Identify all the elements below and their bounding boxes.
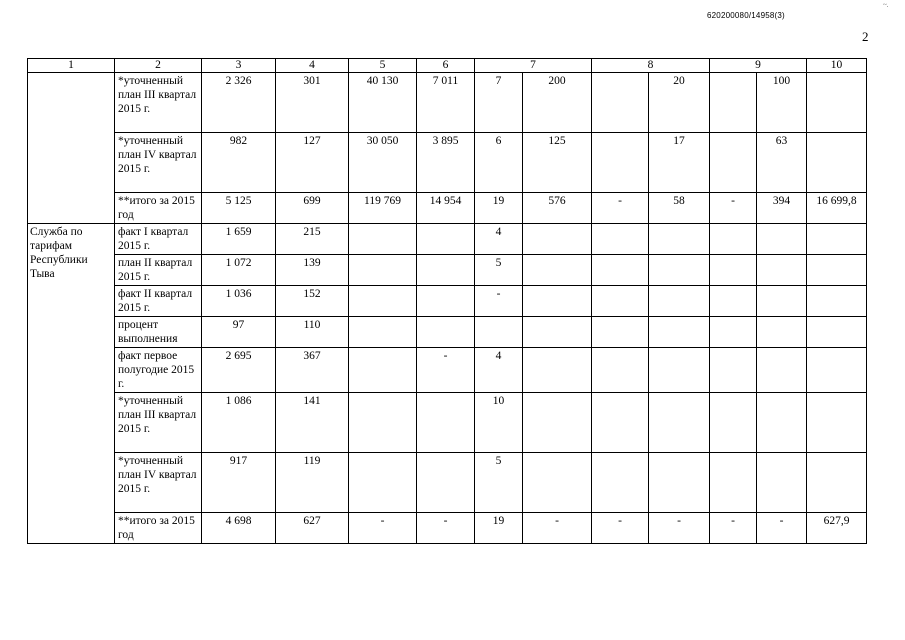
cell-c7b	[523, 348, 592, 393]
cell-c7b	[523, 224, 592, 255]
cell-c5	[349, 348, 417, 393]
cell-c7a: 5	[475, 255, 523, 286]
cell-c6: 7 011	[417, 73, 475, 133]
cell-c4: 152	[276, 286, 349, 317]
cell-c8b: -	[649, 513, 710, 544]
cell-c4: 699	[276, 193, 349, 224]
cell-c7a: 10	[475, 393, 523, 453]
cell-c6: 3 895	[417, 133, 475, 193]
cell-c5: -	[349, 513, 417, 544]
header-cell: 6	[417, 59, 475, 73]
cell-c8b	[649, 393, 710, 453]
cell-c7b	[523, 393, 592, 453]
cell-c9b: 394	[757, 193, 807, 224]
cell-c3: 1 072	[202, 255, 276, 286]
cell-c7b: -	[523, 513, 592, 544]
cell-c4: 119	[276, 453, 349, 513]
cell-c5	[349, 224, 417, 255]
cell-c7a: 4	[475, 348, 523, 393]
cell-c9a	[710, 393, 757, 453]
table-row	[28, 348, 867, 393]
table-row	[28, 393, 867, 453]
row-label: факт I квартал 2015 г.	[115, 224, 202, 255]
cell-c3: 917	[202, 453, 276, 513]
data-table	[27, 58, 867, 544]
page-number: 2	[862, 29, 869, 44]
cell-c8a: -	[592, 193, 649, 224]
cell-c8a	[592, 255, 649, 286]
cell-c7a: 6	[475, 133, 523, 193]
cell-c8b	[649, 453, 710, 513]
cell-c10	[807, 224, 867, 255]
cell-c8b	[649, 255, 710, 286]
row-label: план II квартал 2015 г.	[115, 255, 202, 286]
header-cell: 4	[276, 59, 349, 73]
cell-c5	[349, 453, 417, 513]
cell-c10	[807, 286, 867, 317]
cell-c10	[807, 133, 867, 193]
cell-c8a: -	[592, 513, 649, 544]
cell-c6	[417, 255, 475, 286]
cell-c4: 127	[276, 133, 349, 193]
cell-c10	[807, 453, 867, 513]
cell-c7b	[523, 317, 592, 348]
cell-c4: 139	[276, 255, 349, 286]
cell-c8b	[649, 317, 710, 348]
cell-c7b: 576	[523, 193, 592, 224]
cell-c5	[349, 286, 417, 317]
table-row	[28, 224, 867, 255]
table-row	[28, 193, 867, 224]
row-label: *уточненный план III квартал 2015 г.	[115, 73, 202, 133]
cell-c10	[807, 73, 867, 133]
cell-c3: 97	[202, 317, 276, 348]
cell-c9b: 100	[757, 73, 807, 133]
cell-c3: 1 036	[202, 286, 276, 317]
table-body	[28, 59, 867, 544]
cell-c9b: -	[757, 513, 807, 544]
cell-c6	[417, 286, 475, 317]
cell-c3: 2 326	[202, 73, 276, 133]
cell-c9a	[710, 73, 757, 133]
cell-c8b: 17	[649, 133, 710, 193]
cell-c8a	[592, 317, 649, 348]
document-id: 620200080/14958(3)	[707, 11, 785, 20]
cell-c5: 30 050	[349, 133, 417, 193]
row-label: *уточненный план III квартал 2015 г.	[115, 393, 202, 453]
cell-c3: 1 659	[202, 224, 276, 255]
cell-c6	[417, 317, 475, 348]
cell-c7a: 7	[475, 73, 523, 133]
cell-c5	[349, 255, 417, 286]
table-row	[28, 513, 867, 544]
cell-c4: 301	[276, 73, 349, 133]
cell-c7b: 125	[523, 133, 592, 193]
cell-c10: 627,9	[807, 513, 867, 544]
cell-c8b	[649, 224, 710, 255]
header-cell: 10	[807, 59, 867, 73]
header-cell: 8	[592, 59, 710, 73]
cell-c3: 4 698	[202, 513, 276, 544]
row-label: *уточненный план IV квартал 2015 г.	[115, 133, 202, 193]
cell-c7a: 5	[475, 453, 523, 513]
cell-c8b: 20	[649, 73, 710, 133]
cell-c8a	[592, 286, 649, 317]
cell-c9b	[757, 224, 807, 255]
cell-c9b	[757, 453, 807, 513]
cell-c4: 110	[276, 317, 349, 348]
cell-c7b	[523, 255, 592, 286]
table-row	[28, 73, 867, 133]
cell-c5	[349, 317, 417, 348]
row-label: **итого за 2015 год	[115, 193, 202, 224]
cell-c4: 367	[276, 348, 349, 393]
cell-c9b	[757, 286, 807, 317]
cell-c8a	[592, 73, 649, 133]
cell-c9a: -	[710, 193, 757, 224]
cell-c9a	[710, 133, 757, 193]
cell-c7b	[523, 453, 592, 513]
table-row	[28, 133, 867, 193]
cell-c8a	[592, 348, 649, 393]
organization-cell	[28, 73, 115, 224]
cell-c6	[417, 393, 475, 453]
cell-c9b	[757, 317, 807, 348]
table-row	[28, 286, 867, 317]
row-label: **итого за 2015 год	[115, 513, 202, 544]
header-cell: 7	[475, 59, 592, 73]
cell-c9a: -	[710, 513, 757, 544]
header-cell: 2	[115, 59, 202, 73]
cell-c9b	[757, 348, 807, 393]
cell-c8a	[592, 393, 649, 453]
table-row	[28, 317, 867, 348]
cell-c10	[807, 393, 867, 453]
row-label: факт первое полугодие 2015 г.	[115, 348, 202, 393]
cell-c8a	[592, 224, 649, 255]
cell-c9b	[757, 255, 807, 286]
cell-c8b: 58	[649, 193, 710, 224]
cell-c9a	[710, 286, 757, 317]
table-row	[28, 453, 867, 513]
cell-c9a	[710, 224, 757, 255]
cell-c4: 215	[276, 224, 349, 255]
cell-c7b	[523, 286, 592, 317]
cell-c9a	[710, 348, 757, 393]
cell-c4: 141	[276, 393, 349, 453]
organization-cell: Служба по тарифам Республики Тыва	[28, 224, 115, 544]
cell-c3: 2 695	[202, 348, 276, 393]
cell-c8b	[649, 348, 710, 393]
cell-c6: -	[417, 513, 475, 544]
cell-c7b: 200	[523, 73, 592, 133]
cell-c7a: -	[475, 286, 523, 317]
cell-c8b	[649, 286, 710, 317]
cell-c7a: 19	[475, 513, 523, 544]
cell-c8a	[592, 133, 649, 193]
cell-c9b	[757, 393, 807, 453]
cell-c3: 5 125	[202, 193, 276, 224]
cell-c9a	[710, 317, 757, 348]
cell-c9b: 63	[757, 133, 807, 193]
cell-c3: 1 086	[202, 393, 276, 453]
corner-mark: ~.	[883, 1, 889, 9]
cell-c5: 40 130	[349, 73, 417, 133]
cell-c7a: 19	[475, 193, 523, 224]
table-row	[28, 255, 867, 286]
cell-c10	[807, 317, 867, 348]
header-row	[28, 59, 867, 73]
cell-c6	[417, 453, 475, 513]
row-label: процент выполнения	[115, 317, 202, 348]
header-cell: 3	[202, 59, 276, 73]
cell-c6: -	[417, 348, 475, 393]
cell-c3: 982	[202, 133, 276, 193]
row-label: *уточненный план IV квартал 2015 г.	[115, 453, 202, 513]
cell-c4: 627	[276, 513, 349, 544]
header-cell: 9	[710, 59, 807, 73]
cell-c10	[807, 348, 867, 393]
cell-c6: 14 954	[417, 193, 475, 224]
cell-c8a	[592, 453, 649, 513]
cell-c9a	[710, 453, 757, 513]
cell-c5: 119 769	[349, 193, 417, 224]
header-cell: 1	[28, 59, 115, 73]
cell-c7a	[475, 317, 523, 348]
cell-c6	[417, 224, 475, 255]
cell-c10	[807, 255, 867, 286]
header-cell: 5	[349, 59, 417, 73]
cell-c10: 16 699,8	[807, 193, 867, 224]
cell-c7a: 4	[475, 224, 523, 255]
cell-c5	[349, 393, 417, 453]
cell-c9a	[710, 255, 757, 286]
row-label: факт II квартал 2015 г.	[115, 286, 202, 317]
